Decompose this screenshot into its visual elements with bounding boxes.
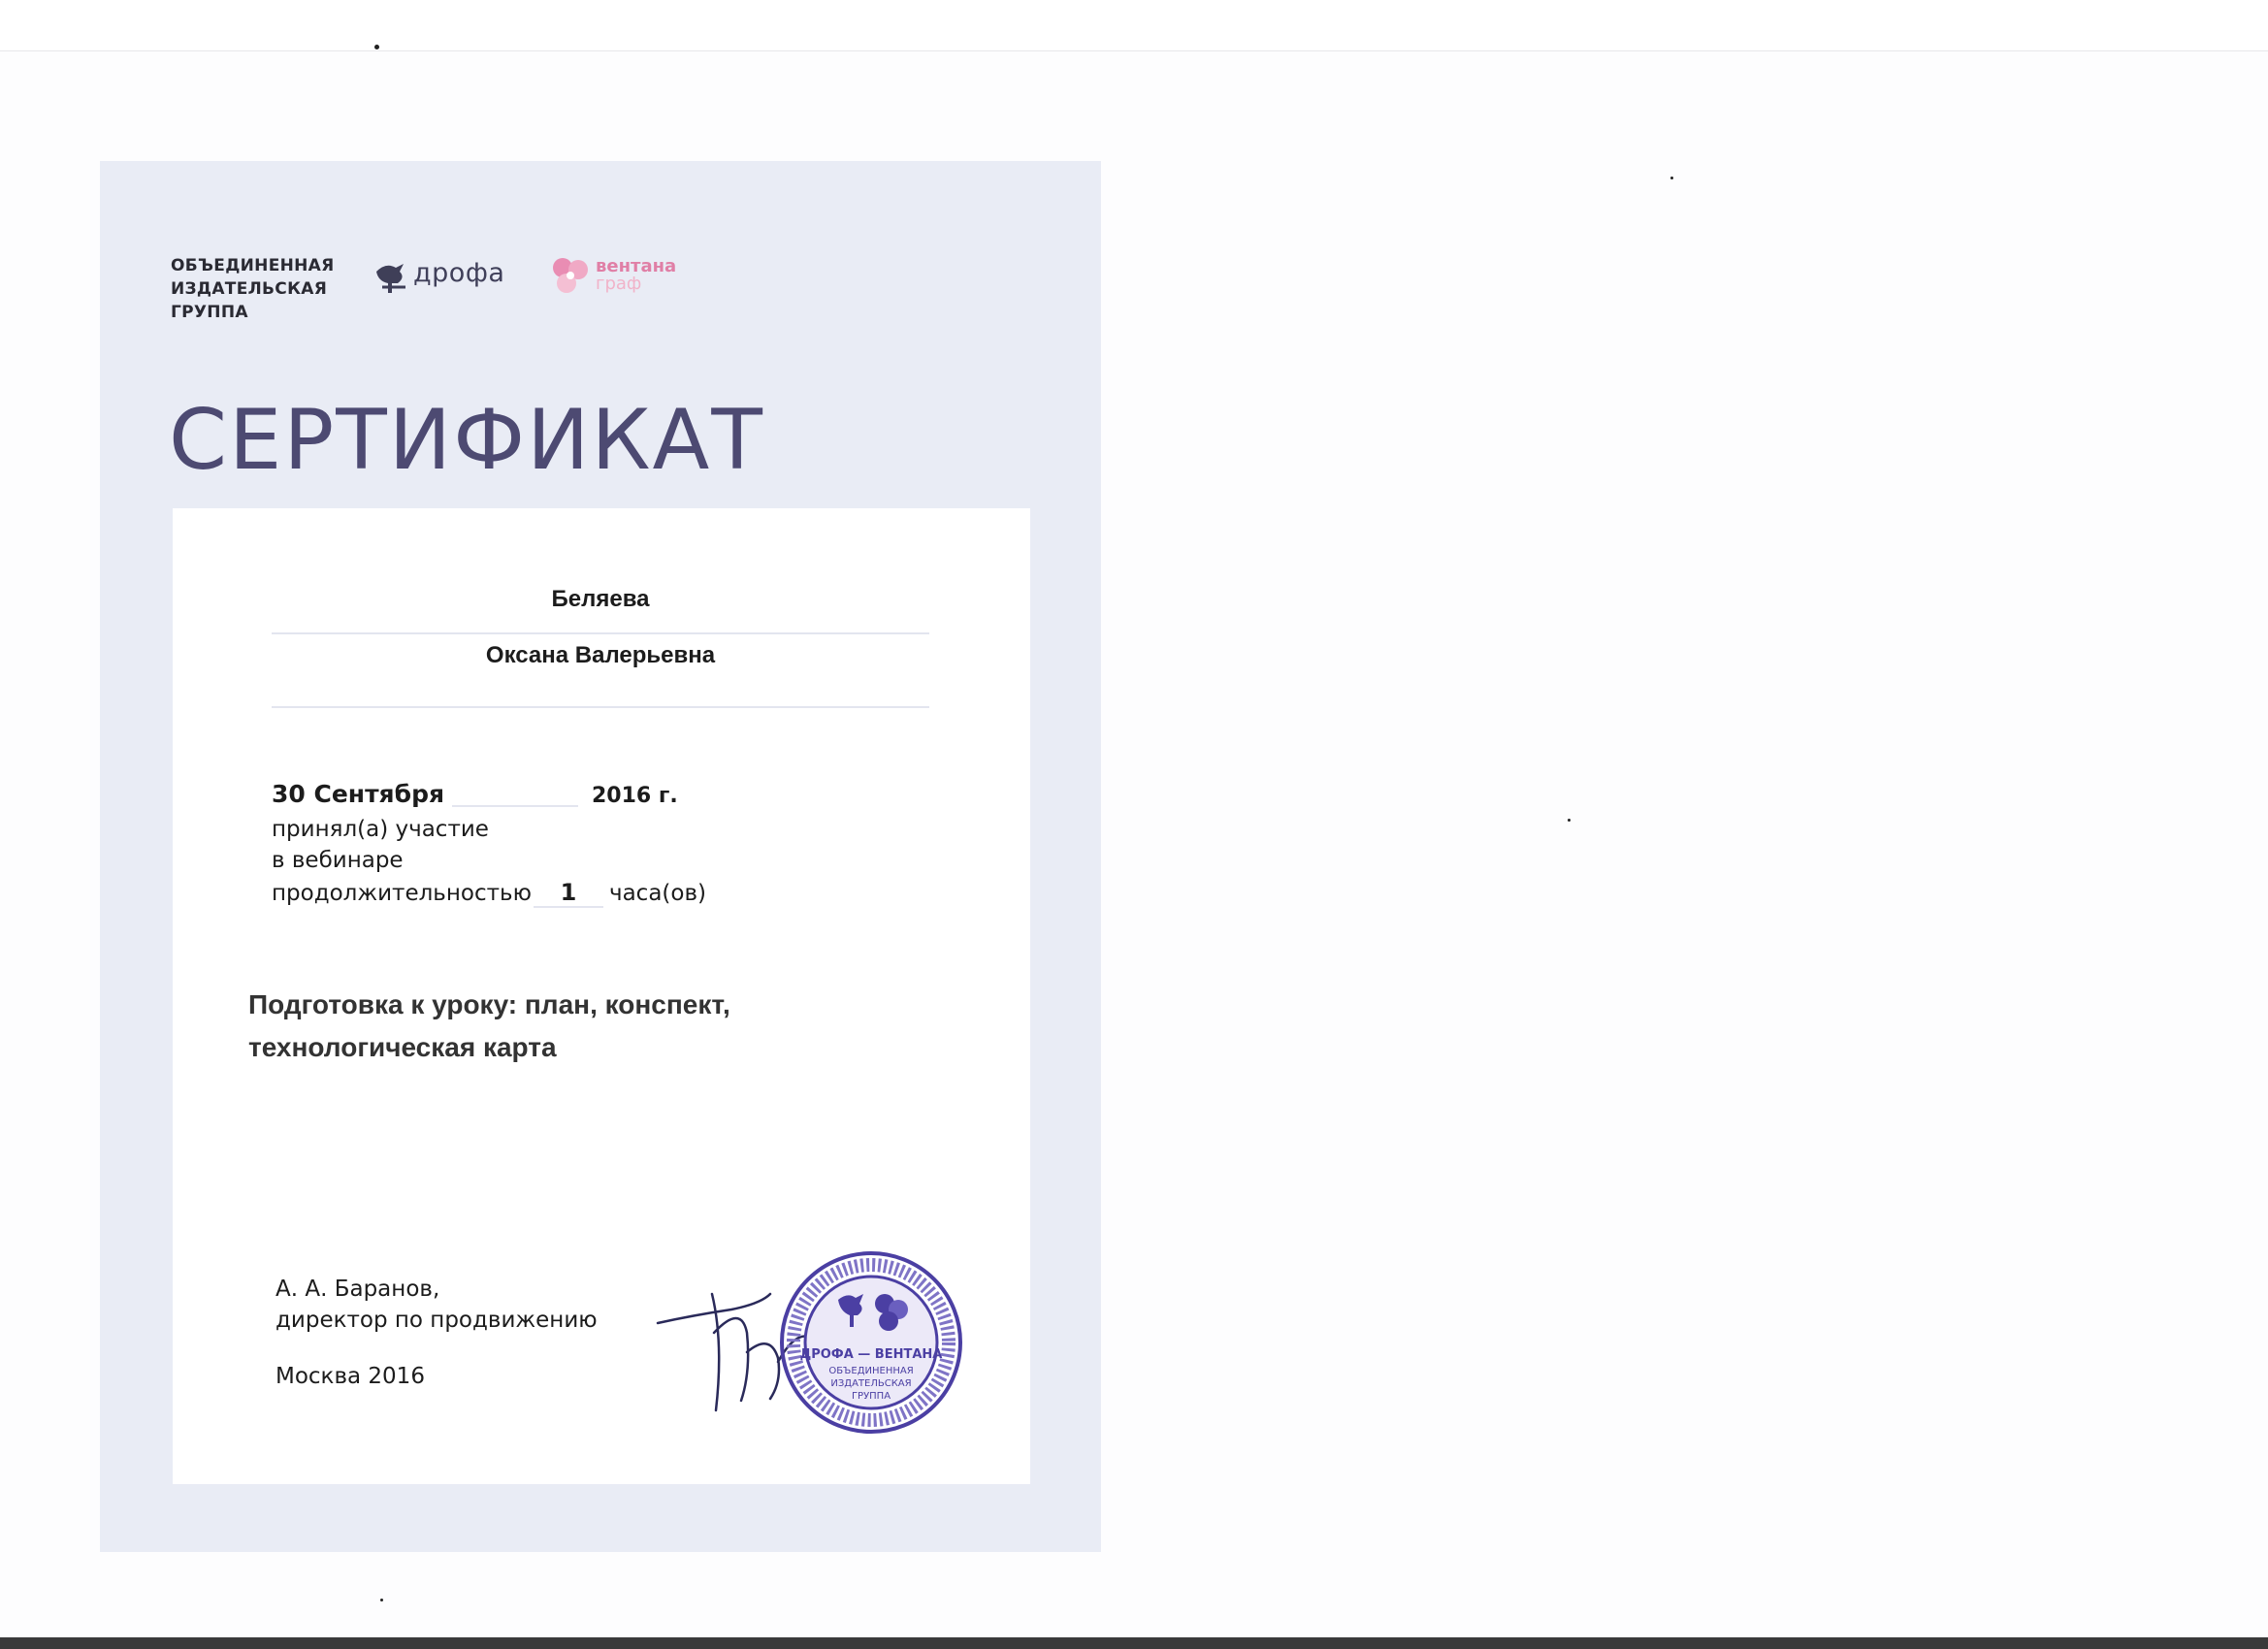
date-underline <box>452 805 578 807</box>
webinar-title-line: Подготовка к уроку: план, конспект, <box>248 989 730 1019</box>
ventana-logo-text <box>596 258 676 293</box>
webinar-text: в вебинаре <box>272 848 404 873</box>
duration-label: продолжительностью <box>272 881 532 906</box>
participation-text: принял(а) участие <box>272 817 489 842</box>
publisher-line: ОБЪЕДИНЕННАЯ <box>171 256 335 275</box>
webinar-title-line: технологическая карта <box>248 1032 557 1062</box>
scan-speck <box>1670 177 1673 179</box>
scan-speck <box>1568 819 1571 822</box>
stamp-text: ОБЪЕДИНЕННАЯ <box>828 1366 914 1376</box>
issue-city-year: Москва 2016 <box>275 1364 425 1389</box>
publisher-line: ИЗДАТЕЛЬСКАЯ <box>171 279 328 299</box>
drofa-logo-text: дрофа <box>413 258 505 288</box>
recipient-given-names: Оксана Валерьевна <box>485 642 716 668</box>
certificate-title: СЕРТИФИКАТ <box>169 392 764 489</box>
recipient-surname: Беляева <box>551 586 650 612</box>
event-date-day: 30 Сентября <box>272 780 445 808</box>
duration-hours: 1 <box>560 879 577 906</box>
duration-unit: часа(ов) <box>609 881 706 906</box>
signatory-role: директор по продвижению <box>275 1308 598 1333</box>
publisher-name <box>171 254 355 324</box>
ventana-logo-subline: граф <box>596 274 642 294</box>
webinar-title <box>248 984 850 1069</box>
event-date-year: 2016 г. <box>592 784 678 808</box>
ventana-flower-icon <box>549 254 594 299</box>
hours-underline <box>534 906 603 908</box>
scan-bottom-edge <box>0 1637 2268 1649</box>
signatory-name: А. А. Баранов, <box>275 1277 440 1302</box>
scan-top-edge <box>0 0 2268 51</box>
name-underline <box>272 706 929 708</box>
stamp-text: ГРУППА <box>851 1391 891 1402</box>
stamp-text: ИЗДАТЕЛЬСКАЯ <box>830 1378 912 1389</box>
name-underline <box>272 632 929 634</box>
publisher-line: ГРУППА <box>171 303 248 322</box>
scan-speck <box>380 1599 383 1601</box>
ventana-logo-line: вентана <box>596 256 677 276</box>
official-stamp <box>778 1249 964 1436</box>
stamp-text: ДРОФА — ВЕНТАНА <box>799 1347 943 1362</box>
scan-speck <box>374 45 379 49</box>
